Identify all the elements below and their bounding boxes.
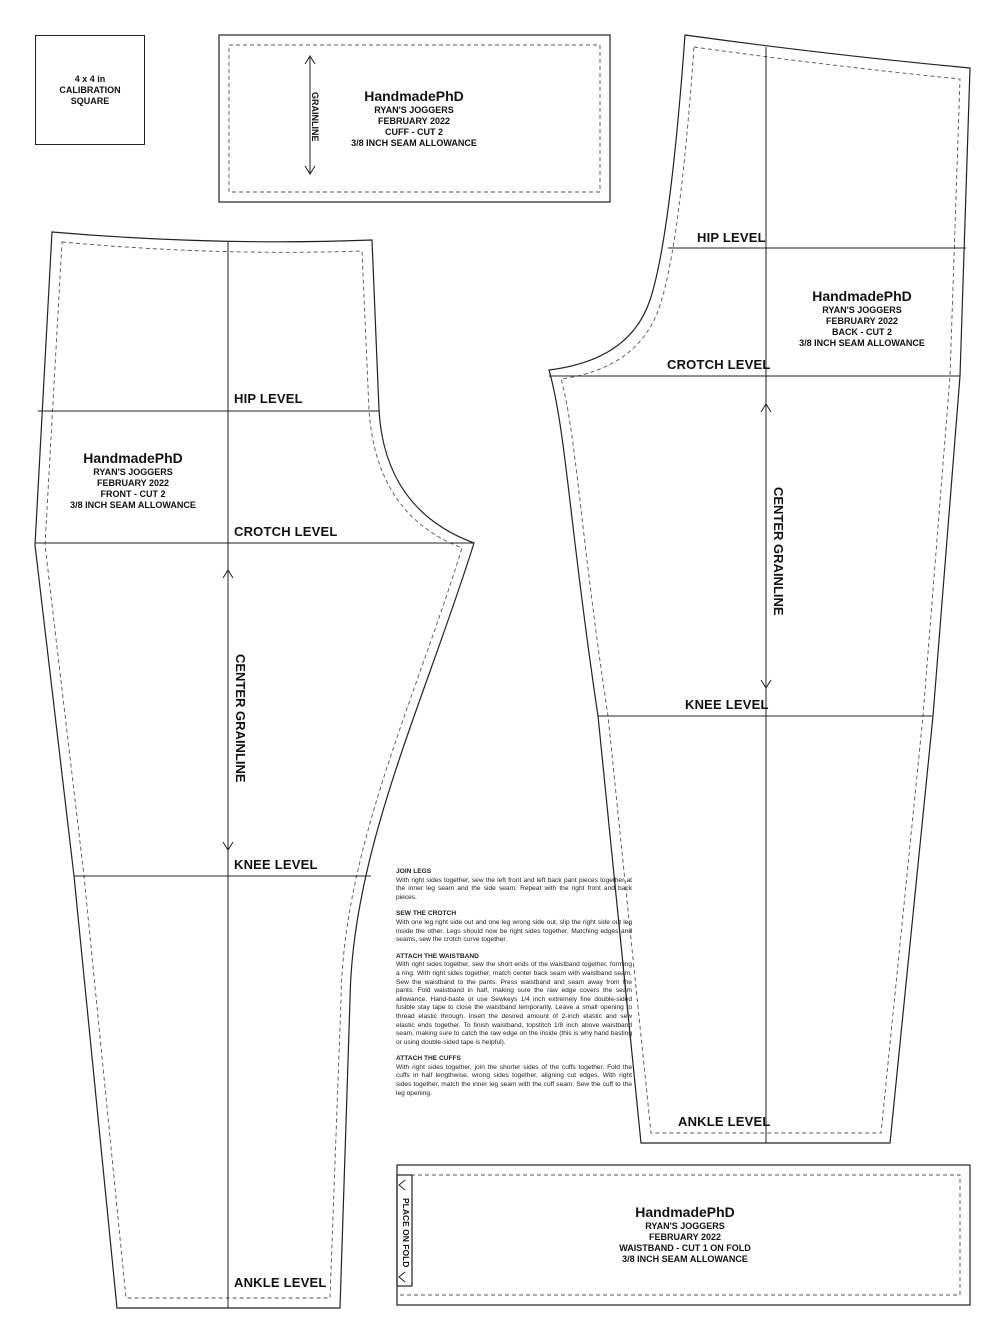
back-brand: HandmadePhD	[812, 288, 912, 304]
front-date: FEBRUARY 2022	[96, 478, 170, 488]
back-pattern-name: RYAN'S JOGGERS	[822, 305, 902, 315]
cuff-date: FEBRUARY 2022	[377, 116, 451, 126]
front-piece-name: FRONT - CUT 2	[100, 489, 166, 499]
instruction-body: With right sides together, sew the left front and left back pant pieces together at the inner leg seam and the side seam. Repeat with the right front and back pieces.	[396, 876, 632, 901]
front-grainline-label: CENTER GRAINLINE	[233, 654, 248, 783]
cuff-title-block	[334, 88, 494, 149]
back-knee-label: KNEE LEVEL	[685, 697, 769, 712]
calibration-square	[35, 35, 145, 145]
waistband-piece-name: WAISTBAND - CUT 1 ON FOLD	[619, 1243, 751, 1253]
instruction-heading: JOIN LEGS	[396, 868, 432, 875]
instruction-join-legs	[396, 868, 632, 902]
instruction-heading: SEW THE CROTCH	[396, 910, 457, 918]
instruction-heading: ATTACH THE CUFFS	[396, 1055, 461, 1063]
instruction-attach-waistband	[396, 953, 632, 1048]
back-crotch-label: CROTCH LEVEL	[667, 357, 771, 372]
sewing-instructions	[396, 868, 632, 1106]
instruction-heading: ATTACH THE WAISTBAND	[396, 952, 479, 960]
back-seam-allowance: 3/8 INCH SEAM ALLOWANCE	[799, 338, 925, 348]
front-knee-label: KNEE LEVEL	[234, 857, 318, 872]
back-piece-name: BACK - CUT 2	[832, 327, 892, 337]
front-pattern-name: RYAN'S JOGGERS	[93, 467, 173, 477]
back-grainline-label: CENTER GRAINLINE	[771, 487, 786, 616]
fold-arrowhead-bottom	[399, 1272, 405, 1282]
back-hip-label: HIP LEVEL	[697, 230, 766, 245]
place-on-fold-label: PLACE ON FOLD	[401, 1198, 411, 1268]
cuff-seam-allowance: 3/8 INCH SEAM ALLOWANCE	[351, 138, 477, 148]
waistband-brand: HandmadePhD	[635, 1204, 735, 1220]
calibration-square-label: SQUARE	[70, 95, 110, 106]
instruction-body: With one leg right side out and one leg wrong side out, slip the right side out leg inside the other. Legs should now be right sides together. Matching edges and seams, sew the crotch curve together.	[396, 918, 632, 944]
cuff-pattern-name: RYAN'S JOGGERS	[374, 105, 454, 115]
front-brand: HandmadePhD	[83, 450, 183, 466]
back-date: FEBRUARY 2022	[825, 316, 899, 326]
instruction-attach-cuffs	[396, 1055, 632, 1098]
back-title-block	[782, 288, 942, 349]
cuff-grainline-label: GRAINLINE	[310, 92, 320, 142]
calibration-label: CALIBRATION	[59, 84, 121, 95]
cuff-piece-name: CUFF - CUT 2	[385, 127, 443, 137]
instruction-body: With right sides together, sew the short ends of the waistband together, forming a ring. With right sides together, match center back seam with waistband seam. Sew the waistband to the pants. Press waistband and seam away from the pants. Fold waistband in half, making sure the raw edge covers the seam allowance. Hand-baste or use Sewkeys 1/4 inch extremely fine double-sided fusible stay tape to close the waistband temporarily. Leave a small opening to thread elastic through. Insert the desired amount of 2-inch elastic and sew elastic ends together. To finish waistband, topstitch 1/8 inch above waistband seam, making sure to catch the raw edge on the inside (this is why hand basting or using double-sided tape is helpful).	[396, 961, 632, 1046]
front-title-block	[53, 450, 213, 511]
front-seam-allowance: 3/8 INCH SEAM ALLOWANCE	[70, 500, 196, 510]
waistband-pattern-name: RYAN'S JOGGERS	[645, 1221, 725, 1231]
front-hip-label: HIP LEVEL	[234, 391, 303, 406]
back-ankle-label: ANKLE LEVEL	[678, 1114, 771, 1129]
calibration-size: 4 x 4 in	[74, 73, 106, 84]
fold-arrowhead-top	[399, 1180, 405, 1190]
instruction-body: With right sides together, join the shorter sides of the cuffs together. Fold the cuffs in half lengthwise, wrong sides together, aligning cut edges. With right sides together, match the inner leg seam with the cuff seam. Sew the cuff to the leg opening.	[396, 1063, 632, 1097]
cuff-brand: HandmadePhD	[364, 88, 464, 104]
waistband-seam-allowance: 3/8 INCH SEAM ALLOWANCE	[622, 1254, 748, 1264]
front-crotch-label: CROTCH LEVEL	[234, 524, 338, 539]
instruction-sew-crotch	[396, 910, 632, 944]
front-ankle-label: ANKLE LEVEL	[234, 1275, 327, 1290]
waistband-title-block	[590, 1204, 780, 1265]
waistband-date: FEBRUARY 2022	[648, 1232, 722, 1242]
